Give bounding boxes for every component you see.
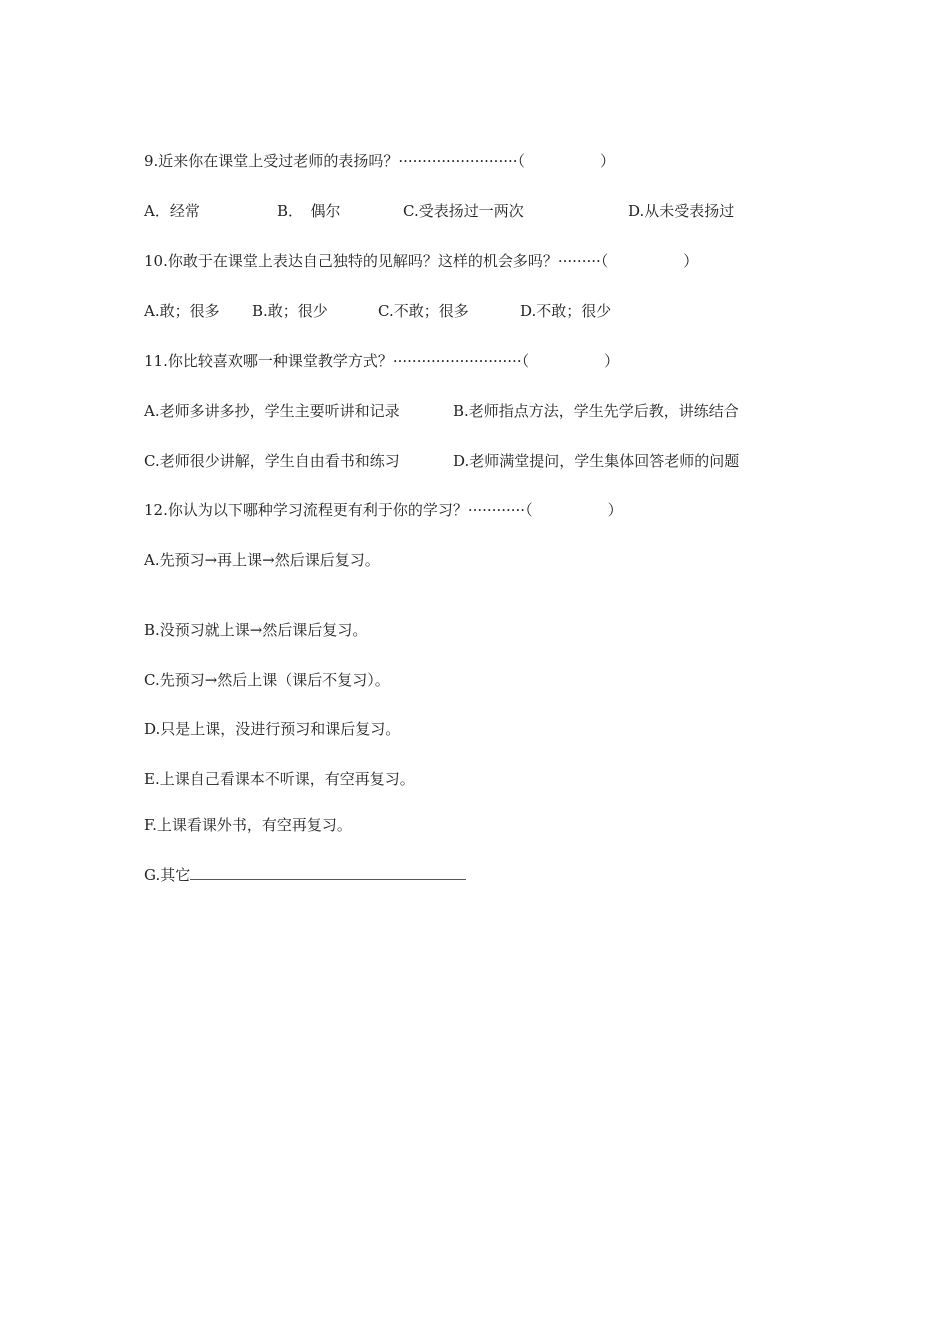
question-10-option-c: C.不敢；很多 xyxy=(378,302,469,320)
question-11-stem: 11.你比较喜欢哪一种课堂教学方式？···························（ ） xyxy=(144,352,620,370)
question-12-stem: 12.你认为以下哪种学习流程更有利于你的学习？············（ ） xyxy=(144,501,623,519)
other-answer-blank[interactable] xyxy=(190,865,466,880)
question-9-option-a: A．经常 xyxy=(144,202,200,220)
question-11-option-d: D.老师满堂提问，学生集体回答老师的问题 xyxy=(453,452,740,470)
question-9-option-b: B． 偶尔 xyxy=(277,202,341,220)
question-12-option-b: B.没预习就上课→然后课后复习。 xyxy=(144,621,368,639)
question-11-option-c: C.老师很少讲解，学生自由看书和练习 xyxy=(144,452,400,470)
question-10-option-a: A.敢；很多 xyxy=(144,302,220,320)
question-9-option-d: D.从未受表扬过 xyxy=(628,202,735,220)
question-10-stem: 10.你敢于在课堂上表达自己独特的见解吗？这样的机会多吗？·········（ ） xyxy=(144,252,699,270)
question-11-option-b: B.老师指点方法，学生先学后教，讲练结合 xyxy=(453,402,739,420)
question-12-option-c: C.先预习→然后上课（课后不复习）。 xyxy=(144,671,390,689)
question-12-option-e: E.上课自己看课本不听课，有空再复习。 xyxy=(144,770,415,788)
question-12-option-a: A.先预习→再上课→然后课后复习。 xyxy=(144,551,380,569)
question-10-option-d: D.不敢；很少 xyxy=(520,302,612,320)
question-12-option-d: D.只是上课，没进行预习和课后复习。 xyxy=(144,720,401,738)
question-10-option-b: B.敢；很少 xyxy=(252,302,328,320)
question-11-option-a: A.老师多讲多抄，学生主要听讲和记录 xyxy=(144,402,400,420)
question-12-option-g-label: G.其它 xyxy=(144,866,191,884)
question-9-option-c: C.受表扬过一两次 xyxy=(403,202,524,220)
question-12-option-f: F.上课看课外书，有空再复习。 xyxy=(144,816,352,834)
question-12-option-g xyxy=(144,865,466,885)
question-9-stem: 9.近来你在课堂上受过老师的表扬吗？·························（ ） xyxy=(144,152,616,170)
